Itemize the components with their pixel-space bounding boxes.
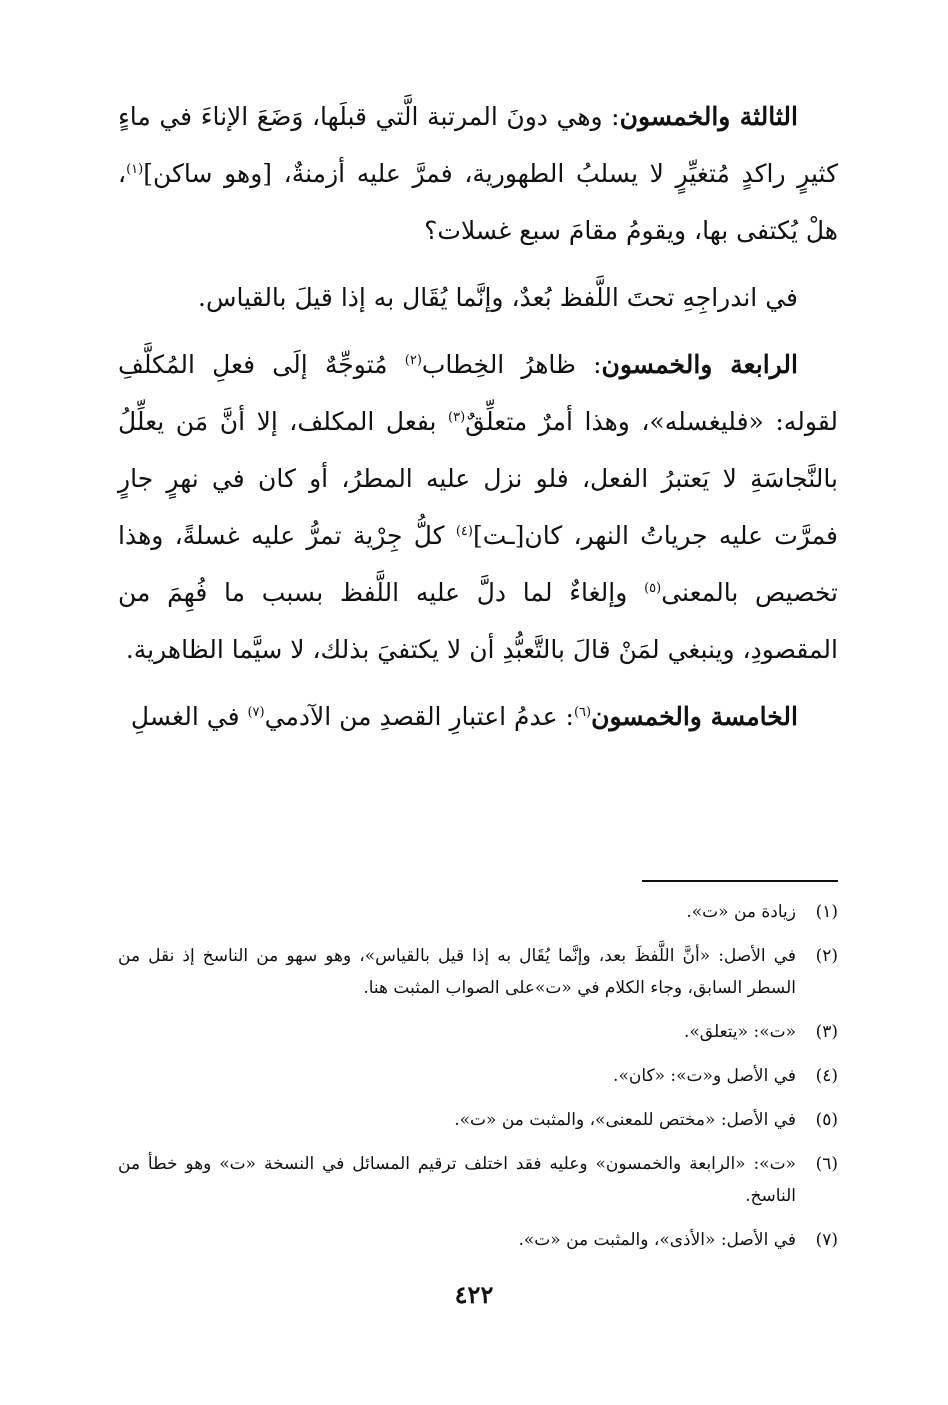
footnote (118, 1148, 838, 1212)
footnote-text: في الأصل: «مختص للمعنى»، والمثبت من «ت». (454, 1110, 796, 1130)
footnote (118, 1104, 838, 1136)
footnote-text: في الأصل: «أنَّ اللَّفظَ بعد، وإنَّما يُقَال به إذا قيل بالقياس»، وهو سهو من الناسخ إذ نقل من السطر السابق، وجاء الكلام في «ت»على الصواب المثبت هنا. (118, 946, 796, 998)
page-content (118, 88, 839, 1250)
footnote (118, 940, 838, 1004)
footnote-ref: (٥) (644, 581, 662, 596)
footnote (118, 1224, 838, 1256)
footnote-text: «ت»: «يتعلق». (683, 1022, 796, 1042)
paragraph-text: مُتوجِّهٌ إلَى فعلِ المُكلَّفِ لقوله: «فليغسله»، وهذا أمرٌ متعلِّقٌ (118, 350, 838, 436)
footnote-number: (٤) (815, 1066, 838, 1086)
paragraph-text: : ظاهرُ الخِطاب (421, 350, 602, 379)
paragraph-text: : عدمُ اعتبارِ القصدِ من الآدمي (264, 702, 574, 731)
footnote-text: «ت»: «الرابعة والخمسون» وعليه فقد اختلف ترقيم المسائل في النسخة «ت» وهو خطأ من الناسخ. (118, 1154, 796, 1206)
footnote-ref: (٦) (573, 705, 592, 720)
footnote-ref: (٢) (404, 353, 422, 368)
footnote-text: في الأصل: «الأذى»، والمثبت من «ت». (518, 1230, 796, 1250)
paragraph-text: بفعل المكلف، إلا أنَّ مَن يعلِّلُ بالنَّجاسَةِ لا يَعتبرُ الفعل، فلو نزل عليه المطرُ، أو كان في نهرٍ جارٍ فمرَّت عليه جرياتُ النهر، كان[ـت] (118, 407, 839, 550)
footnote-number: (١) (815, 902, 838, 922)
footnote-number: (٧) (815, 1230, 838, 1250)
main-text (118, 88, 838, 745)
footnote-ref: (١) (126, 162, 144, 177)
paragraph-text: كلُّ جِرْية تمرُّ عليه غسلةً، وهذا تخصيص بالمعنى (118, 521, 839, 607)
footnotes (118, 896, 838, 1268)
footnote-ref: (٧) (247, 705, 265, 720)
footnote-number: (٣) (815, 1022, 838, 1042)
paragraph-54 (118, 336, 838, 678)
footnote (118, 1060, 838, 1092)
issue-heading: الخامسة والخمسون (591, 702, 798, 731)
paragraph-text: : وهي دونَ المرتبة الَّتي قبلَها، وَضَعَ الإناءَ في ماءٍ كثيرٍ راكدٍ مُتغيِّرٍ لا يسلبُ الطهورية، فمرَّ عليه أزمنةٌ، [وهو ساكن] (118, 102, 838, 188)
footnote-number: (٦) (815, 1154, 838, 1174)
footnote-number: (٢) (815, 946, 838, 966)
footnote (118, 896, 838, 928)
footnote (118, 1016, 838, 1048)
paragraph-text: ، هلْ يُكتفى بها، ويقومُ مقامَ سبع غسلات؟ (118, 159, 838, 245)
paragraph-text: في الغسلِ (130, 702, 248, 731)
paragraph-53-continued (118, 269, 838, 326)
paragraph-55 (118, 688, 838, 745)
footnote-ref: (٤) (455, 524, 473, 539)
paragraph-text: وإلغاءٌ لما دلَّ عليه اللَّفظ بسبب ما فُهِمَ من المقصودِ، وينبغي لمَنْ قالَ بالتَّعبُّدِ أن لا يكتفيَ بذلك، لا سيَّما الظاهرية. (118, 578, 838, 664)
footnote-number: (٥) (815, 1110, 838, 1130)
issue-heading: الرابعة والخمسون (601, 350, 798, 379)
footnote-text: في الأصل و«ت»: «كان». (613, 1066, 796, 1086)
page-number: ٤٢٢ (454, 1280, 494, 1309)
footnote-ref: (٣) (448, 410, 466, 425)
paragraph-text: في اندراجِهِ تحتَ اللَّفظ بُعدٌ، وإنَّما يُقَال به إذا قيلَ بالقياس. (198, 283, 798, 312)
paragraph-53 (118, 88, 838, 259)
issue-heading: الثالثة والخمسون (619, 102, 799, 131)
footnote-text: زيادة من «ت». (686, 902, 796, 922)
footnote-separator (642, 880, 838, 882)
